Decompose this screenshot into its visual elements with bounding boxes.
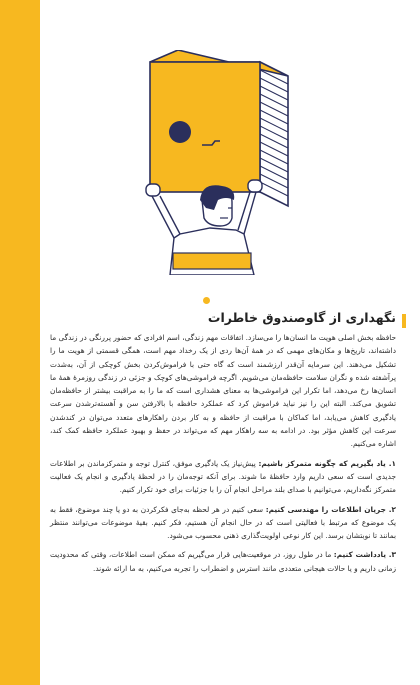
safe-front xyxy=(150,62,260,192)
tip-lead: ۱. یاد بگیریم که چگونه متمرکز باشیم: xyxy=(258,458,396,468)
intro-paragraph: حافظه بخش اصلی هویت ما انسان‌ها را می‌سازد. اتفاقات مهم زندگی، اسم افرادی که حضور پررنگی در زندگی ما داشته‌اند، تاریخ‌ها و مکان‌های مهمی که در همهٔ آن‌ها ردی از یک رخداد مهم است، همگی قسمتی از هویت ما را تشکیل می‌دهند. این سرمایه آن‌قدر ارزشمند است که گاه حتی با فراموش‌کردن بخش کوچکی از آن، به‌شدت پرآشفته شده و نگران سلامت حافظه‌مان می‌شویم. اگرچه فراموشی‌های کوچک و جزئی در زندگی روزمرهٔ همهٔ ما انسان‌ها رخ می‌دهد، اما تکرار این فراموشی‌ها به معنای هشداری است که ما را به مراقبت بیشتر از حافظه‌مان تشویق می‌کند. البته این را نیز نباید فراموش کرد که عملکرد حافظه با بالارفتن سن و آهسته‌ترشدن سرعت یادگیری کاهش می‌یابد، اما کماکان با مراقبت از حافظه و به کار بردن راهکارهای متعدد می‌توان در کندشدن سرعت این کاهش مؤثر بود. در ادامه به سه راهکار مهم که می‌تواند در حفظ و بهبود عملکرد حافظه کمک کند، اشاره می‌کنیم. xyxy=(50,333,396,449)
person-lifting-safe-illustration xyxy=(140,50,320,275)
tip-paragraph: ۱. یاد بگیریم که چگونه متمرکز باشیم: پیش‌نیاز یک یادگیری موفق، کنترل توجه و متمرکزماندن بر اطلاعات جدیدی است که سعی داریم وارد حافظهٔ ما شوند. برای آنکه توجه‌مان را در لحظهٔ یادگیری و انجام یک فعالیت متمرکز نگه‌داریم، می‌توانیم با صدای بلند مراحل انجام آن را با جزئیات برای خود تکرار کنیم. xyxy=(50,458,396,495)
tip-paragraph: ۳. یادداشت کنیم: ما در طول روز، در موقعیت‌هایی قرار می‌گیریم که ممکن است اطلاعات، وقتی که محدودیت زمانی داریم و یا حالات هیجانی متعددی مانند استرس و اضطراب را تجربه می‌کنیم، به ما ارائه شوند. xyxy=(50,550,396,573)
person-shirt-stripe xyxy=(173,253,251,269)
tip-lead: ۲. جریان اطلاعات را مهندسی کنیم: xyxy=(265,504,396,514)
article-title: نگهداری از گاوصندوق خاطرات xyxy=(207,310,396,325)
title-accent-mark xyxy=(402,314,406,328)
section-divider-dot xyxy=(203,297,210,304)
safe-dial-icon xyxy=(169,121,191,143)
article-body xyxy=(50,331,396,581)
person-head xyxy=(200,185,234,226)
tip-paragraph: ۲. جریان اطلاعات را مهندسی کنیم: سعی کنیم در هر لحظه به‌جای فکرکردن به دو یا چند موضوع، فقط به یک موضوع که مرتبط با فعالیتی است که در حال انجام آن هستیم، فکر کنیم. بقیهٔ موضوعات می‌توانند منتظر بمانند تا نوبتشان برسد. این کار نوعی اولویت‌گذاری ذهنی محسوب می‌شود. xyxy=(50,504,396,541)
accent-side-bar xyxy=(0,0,40,685)
tip-lead: ۳. یادداشت کنیم: xyxy=(333,550,396,560)
